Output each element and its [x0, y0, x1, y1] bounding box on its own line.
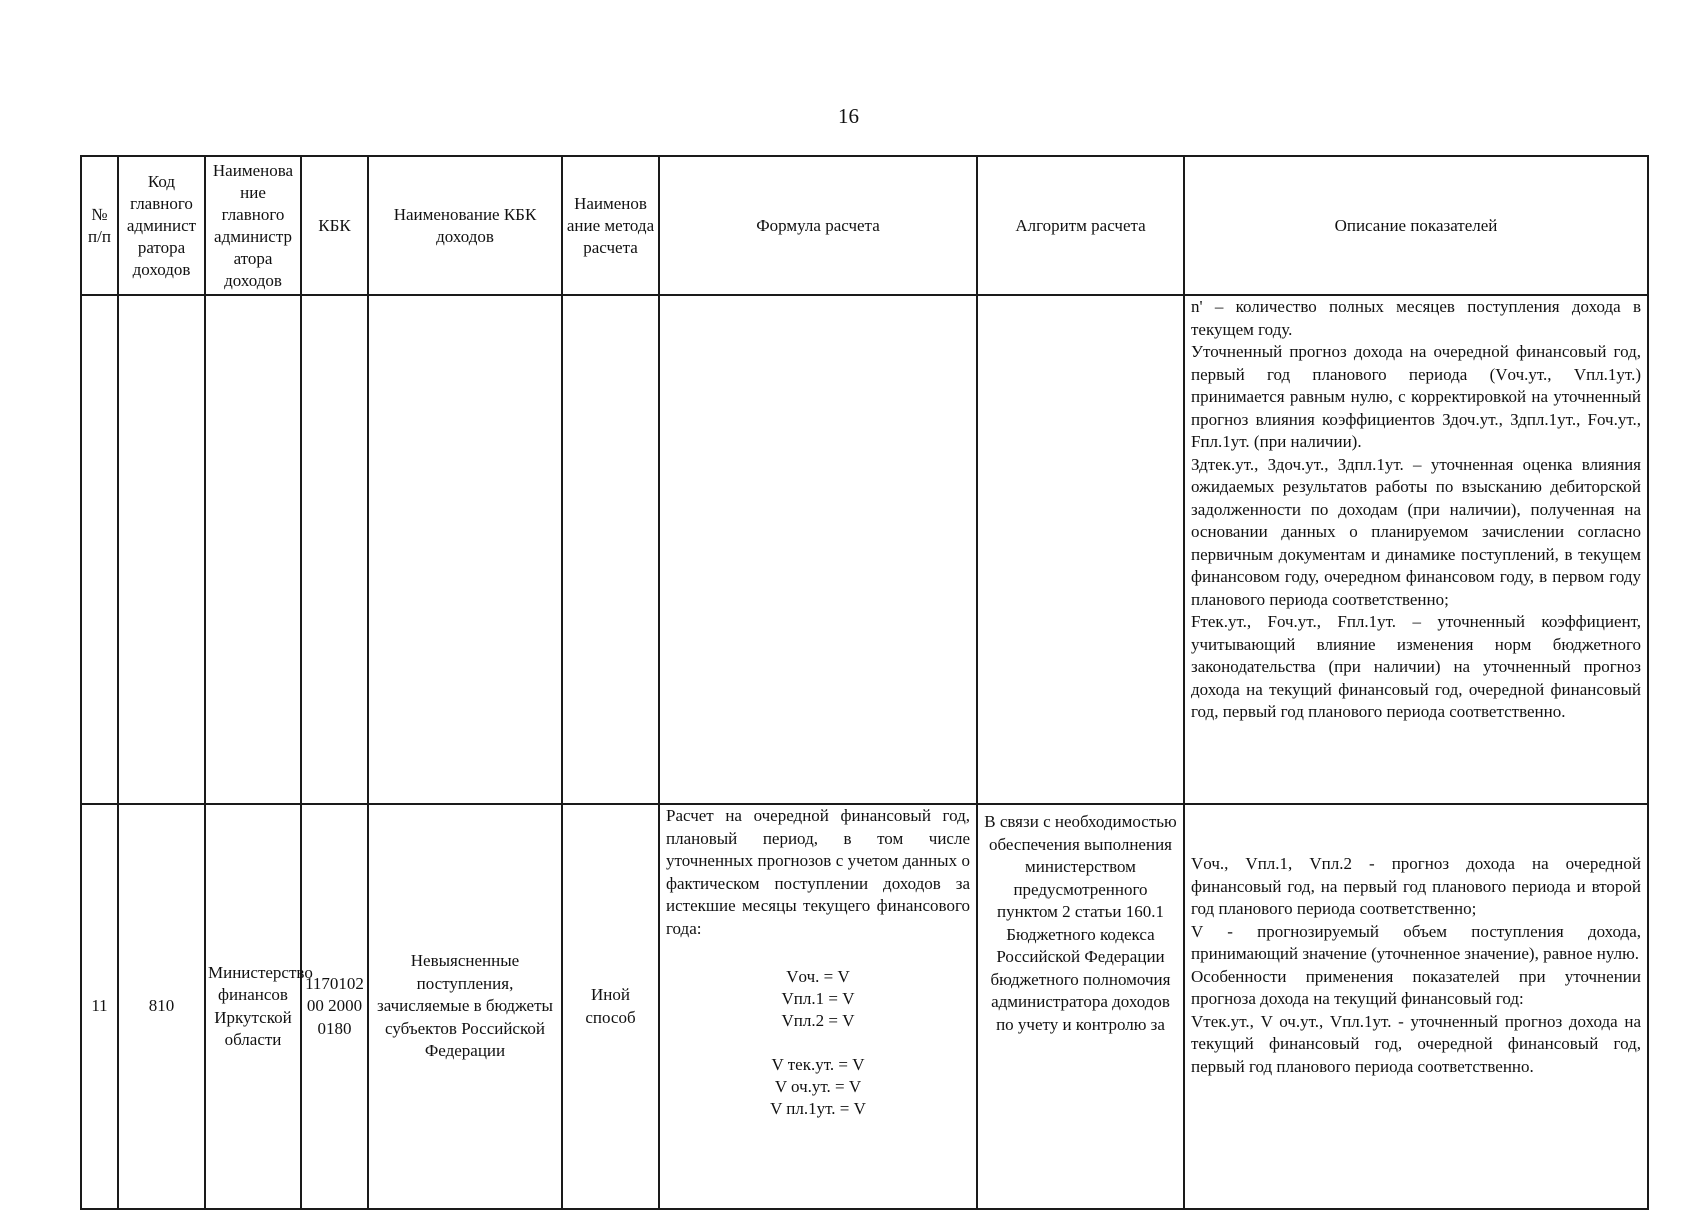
- formula-line: Vпл.2 = V: [781, 1011, 855, 1030]
- cell-admin-code: 810: [118, 804, 205, 1209]
- cell-empty: [205, 295, 301, 804]
- formula-text: Расчет на очередной финансовый год, плановый период, в том числе уточненных прогнозов с учетом данных о фактическом поступлении доходов за истекшие месяцы текущего финансового года:: [666, 806, 970, 938]
- formula-line: V оч.ут. = V: [774, 1077, 862, 1096]
- header-algorithm: Алгоритм расчета: [977, 156, 1184, 295]
- description-paragraph: Особенности применения показателей при уточнении прогноза дохода на текущий финансовый год:: [1191, 966, 1641, 1008]
- cell-description-continued: [1184, 295, 1648, 804]
- revenue-forecast-table: [80, 155, 1649, 1210]
- header-description: Описание показателей: [1184, 156, 1648, 295]
- cell-admin-name: Министерство финансов Иркутской области: [205, 804, 301, 1209]
- table-row: [81, 804, 1648, 1209]
- header-admin-name: Наименова ние главного администр атора доходов: [205, 156, 301, 295]
- header-kbk: КБК: [301, 156, 368, 295]
- description-paragraph: Здтек.ут., Здоч.ут., Здпл.1ут. – уточненная оценка влияния ожидаемых результатов работы по взысканию дебиторской задолженности по доходам (при наличии), полученная на основании данных о планируемом зачислении согласно первичным документам и динамике поступлений, в текущем финансовом году, очередном финансовом году, в первом году планового периода соответственно;: [1191, 454, 1641, 609]
- formula-line: V тек.ут. = V: [771, 1055, 865, 1074]
- cell-formula: [659, 804, 977, 1209]
- formula-lines: [666, 966, 970, 1120]
- cell-method: Иной способ: [562, 804, 659, 1209]
- table-row: [81, 295, 1648, 804]
- formula-line: Vпл.1 = V: [781, 989, 855, 1008]
- header-kbk-name: Наименование КБК доходов: [368, 156, 562, 295]
- header-number: № п/п: [81, 156, 118, 295]
- header-method: Наименов ание метода расчета: [562, 156, 659, 295]
- cell-empty: [81, 295, 118, 804]
- cell-empty: [977, 295, 1184, 804]
- description-paragraph: Уточненный прогноз дохода на очередной финансовый год, первый год планового периода (Vоч.ут., Vпл.1ут.) принимается равным нулю, с корректировкой на уточненный прогноз влияния коэффициентов Здоч.ут., Здпл.1ут., Fоч.ут., Fпл.1ут. (при наличии).: [1191, 342, 1641, 451]
- cell-number: 11: [81, 804, 118, 1209]
- cell-empty: [301, 295, 368, 804]
- cell-empty: [368, 295, 562, 804]
- description-paragraph: Vоч., Vпл.1, Vпл.2 - прогноз дохода на очередной финансовый год, на первый год планового периода и второй год планового периода соответственно;: [1191, 854, 1641, 918]
- description-paragraph: Vтек.ут., V оч.ут., Vпл.1ут. - уточненный прогноз дохода на текущий финансовый год, очередной финансовый год, первый год планового периода соответственно.: [1191, 1011, 1641, 1076]
- description-paragraph: n' – количество полных месяцев поступления дохода в текущем году.: [1191, 297, 1641, 339]
- cell-kbk-name: Невыясненные поступления, зачисляемые в бюджеты субъектов Российской Федерации: [368, 804, 562, 1209]
- formula-line: Vоч. = V: [786, 967, 850, 986]
- cell-description: [1184, 804, 1648, 1209]
- table-header-row: [81, 156, 1648, 295]
- cell-empty: [562, 295, 659, 804]
- cell-kbk: 117010200 20000180: [301, 804, 368, 1209]
- description-paragraph: V - прогнозируемый объем поступления дохода, принимающий значение (уточненное значение), равное нулю.: [1191, 921, 1641, 963]
- cell-algorithm: В связи с необходимостью обеспечения выполнения министерством предусмотренного пунктом 2 статьи 160.1 Бюджетного кодекса Российской Федерации бюджетного полномочия администратора доходов по учету и контролю за: [977, 804, 1184, 1209]
- page-number: 16: [838, 104, 859, 128]
- cell-empty: [659, 295, 977, 804]
- header-admin-code: Код главного админист ратора доходов: [118, 156, 205, 295]
- formula-gap: [666, 1032, 970, 1054]
- cell-empty: [118, 295, 205, 804]
- header-formula: Формула расчета: [659, 156, 977, 295]
- description-paragraph: Fтек.ут., Fоч.ут., Fпл.1ут. – уточненный коэффициент, учитывающий влияние изменения норм бюджетного законодательства (при наличии) на уточненный прогноз дохода на текущий финансовый год, очередной финансовый год, первый год планового периода соответственно.: [1191, 612, 1641, 721]
- formula-line: V пл.1ут. = V: [770, 1099, 866, 1118]
